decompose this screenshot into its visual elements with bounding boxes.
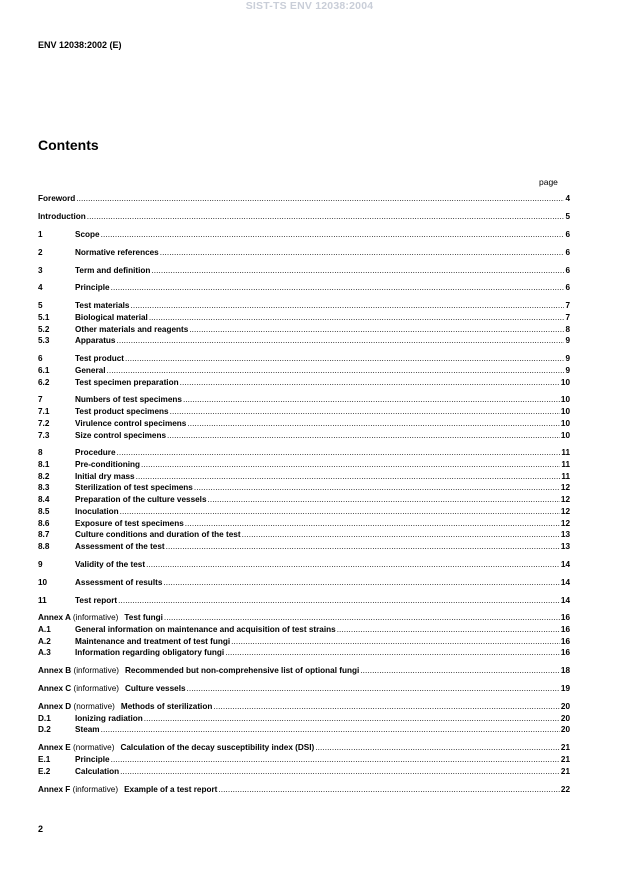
document-id: ENV 12038:2002 (E) <box>38 40 122 50</box>
toc-entry-text: Maintenance and treatment of test fungi <box>75 636 231 646</box>
toc-entry-number: 8 <box>38 448 43 458</box>
toc-entry-number: E.2 <box>38 766 51 776</box>
toc-entry-number: A.1 <box>38 625 51 635</box>
toc-entry[interactable] <box>38 766 570 778</box>
toc-entry-page: 22 <box>560 784 570 794</box>
toc-entry-page: 9 <box>565 365 570 375</box>
toc-entry-number: A.3 <box>38 648 51 658</box>
toc-entry-number: 9 <box>38 559 43 569</box>
toc-entry-title <box>75 282 110 294</box>
toc-entry-page: 9 <box>565 354 570 364</box>
toc-entry-text: Numbers of test specimens <box>75 395 182 405</box>
dot-leader <box>118 595 560 607</box>
toc-entry-page: 16 <box>560 648 570 658</box>
toc-entry-text: Example of a test report <box>124 784 218 794</box>
toc-entry-title <box>75 636 230 648</box>
toc-entry-page: 10 <box>560 407 570 417</box>
toc-entry-title <box>75 624 336 636</box>
dot-leader <box>125 353 564 365</box>
toc-entry-number: 7 <box>38 395 43 405</box>
toc-entry-page: 20 <box>560 702 570 712</box>
toc-entry[interactable] <box>38 494 570 506</box>
dot-leader <box>107 365 565 377</box>
toc-entry[interactable] <box>38 211 570 223</box>
annex-type: (normative) <box>73 702 115 712</box>
toc-entry-text: Foreword <box>38 194 76 203</box>
toc-entry[interactable] <box>38 394 570 406</box>
dot-leader <box>218 784 560 796</box>
toc-entry-text: Information regarding obligatory fungi <box>75 648 225 658</box>
annex-type: (informative) <box>72 784 119 794</box>
toc-entry-number: 5.3 <box>38 336 50 346</box>
toc-entry-page: 21 <box>560 755 570 764</box>
toc-entry-page: 8 <box>565 324 570 334</box>
toc-entry-title <box>75 459 140 471</box>
dot-leader <box>360 665 560 677</box>
toc-entry-text: Steam <box>75 725 100 735</box>
toc-entry-number: 6.2 <box>38 377 50 387</box>
toc-entry-title <box>75 247 159 259</box>
toc-entry-text: Apparatus <box>75 336 116 346</box>
toc-entry-title <box>75 406 169 418</box>
dot-leader <box>180 377 560 389</box>
toc-entry[interactable] <box>38 335 570 347</box>
toc-entry-number: 3 <box>38 265 43 275</box>
annex-type: (informative) <box>72 613 119 623</box>
toc-entry[interactable] <box>38 624 570 636</box>
toc-entry-number: 8.1 <box>38 460 50 470</box>
toc-entry-page: 16 <box>560 625 570 635</box>
toc-entry-text: Principle <box>75 283 110 293</box>
toc-entry-text: Assessment of the test <box>75 541 165 551</box>
toc-entry-page: 6 <box>565 265 570 275</box>
toc-entry-text: Test product specimens <box>75 407 169 417</box>
toc-entry[interactable] <box>38 265 570 277</box>
toc-entry-text: Sterilization of test specimens <box>75 483 193 493</box>
toc-entry-title <box>38 683 186 695</box>
toc-entry[interactable] <box>38 506 570 518</box>
toc-entry-number: D.2 <box>38 725 51 735</box>
toc-entry[interactable] <box>38 312 570 324</box>
toc-entry[interactable] <box>38 577 570 589</box>
toc-entry-title <box>75 229 100 241</box>
toc-entry-page: 6 <box>565 229 570 239</box>
toc-entry-title <box>75 518 184 530</box>
toc-entry-number: 6.1 <box>38 365 50 375</box>
toc-entry-title <box>75 713 143 725</box>
toc-entry-page: 21 <box>560 743 570 753</box>
toc-entry-page: 6 <box>565 247 570 257</box>
toc-entry-number: 4 <box>38 283 43 293</box>
toc-entry-page: 11 <box>561 460 570 470</box>
toc-entry-page: 12 <box>560 506 570 516</box>
toc-entry-page: 12 <box>560 495 570 505</box>
dot-leader <box>213 701 560 713</box>
toc-entry-number: 11 <box>38 595 47 605</box>
toc-entry-title <box>75 394 182 406</box>
toc-entry-number: 8.2 <box>38 471 50 481</box>
toc-entry-title <box>38 665 359 677</box>
dot-leader <box>146 559 560 571</box>
toc-entry-title <box>75 529 241 541</box>
toc-entry[interactable] <box>38 701 570 713</box>
toc-entry-title <box>75 418 186 430</box>
toc-entry-text: Introduction <box>38 211 86 221</box>
dot-leader <box>111 282 565 294</box>
toc-entry[interactable] <box>38 647 570 659</box>
annex-type: (informative) <box>73 666 119 676</box>
page-column-header: page <box>539 177 558 187</box>
dot-leader <box>242 529 560 541</box>
toc-entry[interactable] <box>38 724 570 736</box>
toc-entry[interactable] <box>38 377 570 389</box>
toc-entry-text: Test materials <box>75 301 130 311</box>
toc-entry-text: Culture vessels <box>125 684 186 694</box>
toc-entry-page: 20 <box>560 713 570 723</box>
toc-entry-text: Term and definition <box>75 265 151 275</box>
toc-entry-page: 11 <box>561 448 570 458</box>
toc-entry-text: Principle <box>75 755 110 764</box>
toc-entry-page: 13 <box>560 530 570 540</box>
dot-leader <box>151 265 564 277</box>
toc-entry-text: Recommended but non-comprehensive list of optional fungi <box>125 666 360 676</box>
annex-label: Annex F <box>38 784 71 794</box>
toc-entry-text: Test fungi <box>124 613 163 623</box>
toc-entry-number: 7.3 <box>38 430 50 440</box>
toc-entry-title <box>75 324 188 336</box>
toc-entry-title <box>75 724 100 736</box>
toc-entry-title <box>75 447 116 459</box>
toc-entry-number: A.2 <box>38 636 51 646</box>
toc-entry-number: E.1 <box>38 755 51 764</box>
toc-entry-page: 14 <box>560 595 570 605</box>
dot-leader <box>163 577 560 589</box>
toc-entry-title <box>75 312 148 324</box>
toc-entry-page: 14 <box>560 577 570 587</box>
toc-entry-text: Culture conditions and duration of the test <box>75 530 241 540</box>
toc-entry[interactable] <box>38 282 570 294</box>
toc-entry[interactable] <box>38 665 570 677</box>
toc-entry-text: Other materials and reagents <box>75 324 189 334</box>
toc-entry-title <box>75 335 116 347</box>
dot-leader <box>167 430 560 442</box>
toc-entry-number: 8.5 <box>38 506 50 516</box>
toc-entry-page: 16 <box>560 613 570 623</box>
toc-entry-title <box>75 577 162 589</box>
toc-entry-text: Procedure <box>75 448 116 458</box>
dot-leader <box>337 624 560 636</box>
dot-leader <box>87 211 565 223</box>
toc-entry-text: General information on maintenance and acquisition of test strains <box>75 625 336 635</box>
toc-entry-title <box>75 353 124 365</box>
toc-entry-number: 7.1 <box>38 407 50 417</box>
toc-entry[interactable] <box>38 559 570 571</box>
toc-entry[interactable] <box>38 683 570 695</box>
toc-entry-number: 1 <box>38 229 43 239</box>
toc-entry-title <box>38 784 217 796</box>
toc-entry-text: Biological material <box>75 312 148 322</box>
dot-leader <box>183 394 560 406</box>
toc-entry-text: Calculation <box>75 766 120 776</box>
toc-entry[interactable] <box>38 247 570 259</box>
toc-entry-title <box>75 300 129 312</box>
toc-entry[interactable] <box>38 229 570 241</box>
toc-entry[interactable] <box>38 418 570 430</box>
toc-entry-page: 18 <box>560 666 570 676</box>
annex-label: Annex C <box>38 684 72 694</box>
annex-label: Annex E <box>38 743 71 753</box>
toc-entry-page: 20 <box>560 725 570 735</box>
toc-entry-number: 8.6 <box>38 518 50 528</box>
toc-entry-number: 7.2 <box>38 418 50 428</box>
dot-leader <box>144 713 560 725</box>
page-number: 2 <box>38 824 44 834</box>
toc-entry-text: Calculation of the decay susceptibility index (DSI) <box>120 743 315 753</box>
toc-entry-number: 8.4 <box>38 495 50 505</box>
toc-entry-page: 13 <box>560 541 570 551</box>
toc-entry-text: Size control specimens <box>75 430 167 440</box>
watermark: SIST-TS ENV 12038:2004 <box>245 0 374 12</box>
annex-type: (informative) <box>73 684 119 694</box>
toc-entry-title <box>75 506 119 518</box>
toc-entry-title <box>75 754 110 766</box>
toc-entry[interactable] <box>38 742 570 754</box>
toc-entry-number: 8.3 <box>38 483 50 493</box>
toc-entry-page: 5 <box>565 211 570 221</box>
toc-entry[interactable] <box>38 595 570 607</box>
toc-entry[interactable] <box>38 406 570 418</box>
toc-entry-title <box>38 612 163 624</box>
toc-entry-text: Normative references <box>75 247 159 257</box>
toc-entry-text: Test specimen preparation <box>75 377 179 387</box>
toc-entry-page: 4 <box>565 194 570 203</box>
toc-entry[interactable] <box>38 529 570 541</box>
toc-entry-page: 10 <box>560 430 570 440</box>
toc-entry-number: 6 <box>38 354 43 364</box>
toc-entry-page: 19 <box>560 684 570 694</box>
dot-leader <box>136 471 561 483</box>
toc-entry[interactable] <box>38 636 570 648</box>
toc-entry-title <box>75 494 207 506</box>
dot-leader <box>101 724 560 736</box>
toc-entry[interactable] <box>38 193 570 205</box>
toc-entry[interactable] <box>38 754 570 766</box>
toc-entry[interactable] <box>38 482 570 494</box>
toc-entry-text: Test report <box>75 595 118 605</box>
toc-entry-text: Scope <box>75 229 100 239</box>
annex-label: Annex A <box>38 613 71 623</box>
toc-entry[interactable] <box>38 471 570 483</box>
dot-leader <box>187 418 560 430</box>
dot-leader <box>170 406 560 418</box>
toc-entry-number: 5.1 <box>38 312 50 322</box>
toc-entry[interactable] <box>38 541 570 553</box>
annex-label: Annex B <box>38 666 72 676</box>
dot-leader <box>111 754 560 766</box>
toc-entry-page: 16 <box>560 636 570 646</box>
dot-leader <box>117 335 565 347</box>
toc-entry-text: Initial dry mass <box>75 471 135 481</box>
dot-leader <box>130 300 564 312</box>
toc-entry-text: Virulence control specimens <box>75 418 187 428</box>
toc-entry[interactable] <box>38 300 570 312</box>
toc-entry-page: 6 <box>565 283 570 293</box>
toc-entry-page: 14 <box>560 559 570 569</box>
toc-entry-title <box>75 430 166 442</box>
toc-entry-title <box>75 541 165 553</box>
toc-entry[interactable] <box>38 459 570 471</box>
toc-entry-page: 10 <box>560 395 570 405</box>
toc-entry-text: Exposure of test specimens <box>75 518 184 528</box>
dot-leader <box>160 247 565 259</box>
dot-leader <box>120 506 560 518</box>
annex-type: (normative) <box>73 743 115 753</box>
dot-leader <box>166 541 560 553</box>
dot-leader <box>76 193 564 205</box>
toc-entry-text: General <box>75 365 106 375</box>
toc-entry-number: 2 <box>38 247 43 257</box>
toc-entry-title <box>75 647 224 659</box>
toc-entry[interactable] <box>38 784 570 796</box>
toc-entry-text: Inoculation <box>75 506 119 516</box>
toc-entry-page: 7 <box>565 312 570 322</box>
toc-entry-title <box>75 482 193 494</box>
dot-leader <box>120 766 560 778</box>
toc-entry[interactable] <box>38 324 570 336</box>
toc-entry-text: Ionizing radiation <box>75 713 143 723</box>
dot-leader <box>194 482 560 494</box>
toc-entry-number: 8.8 <box>38 541 50 551</box>
toc-entry-page: 9 <box>565 336 570 346</box>
dot-leader <box>187 683 560 695</box>
toc-entry-page: 12 <box>560 483 570 493</box>
toc-entry-number: D.1 <box>38 713 51 723</box>
toc-entry-title <box>38 211 86 223</box>
toc-entry-title <box>38 701 212 713</box>
dot-leader <box>164 612 560 624</box>
toc-entry-title <box>75 377 179 389</box>
toc-entry-page: 12 <box>560 518 570 528</box>
toc-entry-title <box>38 193 75 205</box>
toc-entry-title <box>75 265 150 277</box>
toc-entry[interactable] <box>38 612 570 624</box>
toc-entry[interactable] <box>38 447 570 459</box>
toc-entry-title <box>75 559 145 571</box>
toc-entry-title <box>38 742 314 754</box>
dot-leader <box>225 647 560 659</box>
toc-entry-text: Pre-conditioning <box>75 460 141 470</box>
toc-entry-text: Preparation of the culture vessels <box>75 495 207 505</box>
toc-entry-number: 5.2 <box>38 324 50 334</box>
toc-entry-text: Assessment of results <box>75 577 163 587</box>
toc-entry-number: 10 <box>38 577 48 587</box>
toc-entry-text: Methods of sterilization <box>120 702 213 712</box>
toc-entry-page: 7 <box>565 301 570 311</box>
toc-entry-number: 8.7 <box>38 530 50 540</box>
annex-label: Annex D <box>38 702 72 712</box>
dot-leader <box>101 229 565 241</box>
dot-leader <box>231 636 560 648</box>
toc-entry-title <box>75 766 119 778</box>
dot-leader <box>185 518 560 530</box>
toc-entry-title <box>75 365 106 377</box>
toc-entry[interactable] <box>38 430 570 442</box>
dot-leader <box>189 324 564 336</box>
toc-entry-title <box>75 471 135 483</box>
toc-entry-page: 10 <box>560 418 570 428</box>
toc-entry-title <box>75 595 117 607</box>
toc-entry-page: 21 <box>560 766 570 776</box>
toc-entry[interactable] <box>38 518 570 530</box>
toc-entry-number: 5 <box>38 301 43 311</box>
toc-entry-page: 10 <box>560 377 570 387</box>
dot-leader <box>149 312 565 324</box>
dot-leader <box>141 459 560 471</box>
dot-leader <box>117 447 561 459</box>
toc-entry-page: 11 <box>561 471 570 481</box>
page-title: Contents <box>38 137 99 153</box>
dot-leader <box>208 494 560 506</box>
toc-entry-text: Validity of the test <box>75 559 146 569</box>
dot-leader <box>315 742 560 754</box>
table-of-contents <box>38 193 570 795</box>
toc-entry-text: Test product <box>75 354 124 364</box>
toc-entry[interactable] <box>38 365 570 377</box>
toc-entry[interactable] <box>38 353 570 365</box>
toc-entry[interactable] <box>38 713 570 725</box>
